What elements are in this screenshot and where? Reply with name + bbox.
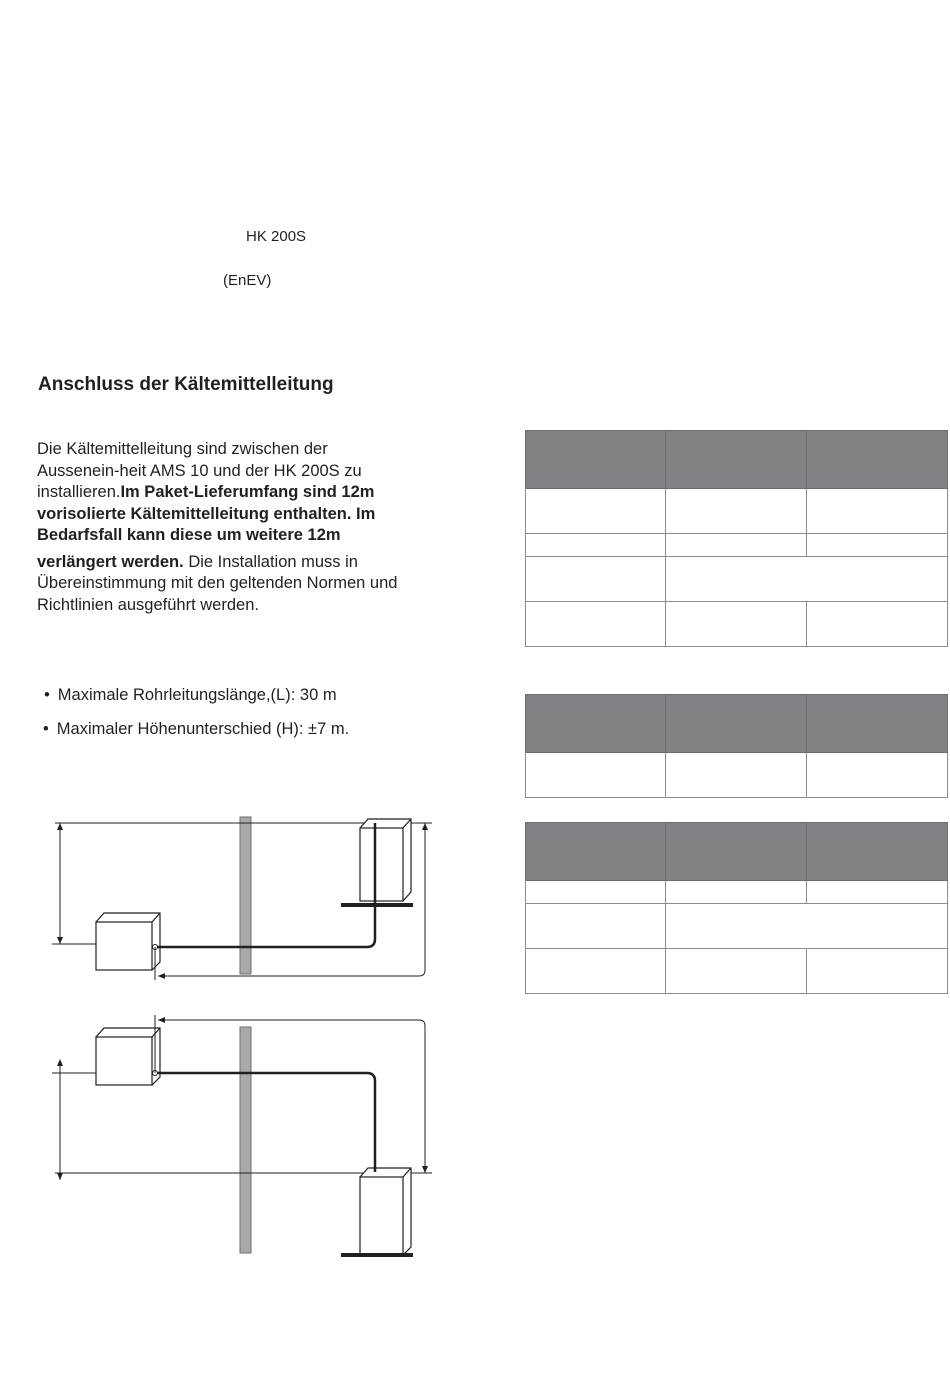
table-cell (526, 881, 666, 904)
section-title: Anschluss der Kältemittelleitung (38, 374, 334, 395)
indoor-unit-front (96, 1037, 152, 1085)
table-cell (666, 602, 807, 647)
header-cell (526, 823, 666, 881)
arrow-down-icon (57, 1173, 63, 1180)
intro-line: installieren.Im Paket-Lieferumfang sind 12m (37, 483, 375, 501)
table-cell (666, 949, 807, 994)
table-cell (666, 753, 807, 798)
refrigerant-pipe (155, 1073, 375, 1172)
table-cell (526, 602, 666, 647)
bullet-max-length: • Maximale Rohrleitungslänge,(L): 30 m (44, 686, 337, 704)
refrigerant-pipe (155, 823, 375, 947)
table-cell (807, 881, 948, 904)
indoor-unit-front (96, 922, 152, 970)
table-cell (526, 489, 666, 534)
table-cell (666, 534, 807, 557)
intro-line: Übereinstimmung mit den geltenden Normen und (37, 574, 398, 592)
table-cell (666, 489, 807, 534)
arrow-down-icon (422, 1166, 428, 1173)
table-cell (807, 489, 948, 534)
header-cell (807, 823, 948, 881)
intro-paragraph (37, 439, 457, 616)
table-cell (666, 881, 807, 904)
wall (240, 817, 251, 974)
table-cell (526, 904, 666, 949)
intro-line: Aussenein-heit AMS 10 und der HK 200S zu (37, 461, 362, 480)
model-label: HK 200S (246, 228, 307, 245)
header-cell (526, 431, 666, 489)
table-cell (526, 753, 666, 798)
header-cell (666, 695, 807, 753)
arrow-left-icon (158, 1017, 165, 1023)
table-cell (526, 534, 666, 557)
intro-line: Richtlinien ausgeführt werden. (37, 595, 259, 614)
installation-diagram-upper (0, 800, 460, 1000)
intro-line: vorisolierte Kältemittelleitung enthalten. Im (37, 504, 376, 523)
enev-label: (EnEV) (223, 272, 272, 289)
header-cell (526, 695, 666, 753)
arrow-up-icon (57, 823, 63, 830)
wall (240, 1027, 251, 1253)
intro-line: verlängert werden. Die Installation muss in (37, 552, 358, 571)
table-cell (526, 557, 666, 602)
header-cell (666, 431, 807, 489)
length-dimension-line (158, 1020, 425, 1173)
arrow-left-icon (158, 973, 165, 979)
intro-line: Die Kältemittelleitung sind zwischen der (37, 440, 328, 458)
intro-line: Bedarfsfall kann diese um weitere 12m (37, 526, 341, 544)
outdoor-unit-front (360, 1177, 403, 1255)
table-cell (807, 534, 948, 557)
table-cell (526, 949, 666, 994)
table-cell (666, 557, 948, 602)
spec-table-2 (525, 694, 948, 798)
spec-table-1 (525, 430, 948, 647)
table-cell (807, 949, 948, 994)
bullet-max-height: • Maximaler Höhenunterschied (H): ±7 m. (43, 720, 350, 738)
spec-table-3 (525, 822, 948, 994)
header-cell (807, 431, 948, 489)
table-cell (807, 602, 948, 647)
header-cell (807, 695, 948, 753)
outdoor-unit-front (360, 828, 403, 901)
arrow-down-icon (57, 937, 63, 944)
table-cell (666, 904, 948, 949)
installation-diagram-lower (0, 1010, 460, 1260)
arrow-up-icon (422, 823, 428, 830)
arrow-up-icon (57, 1059, 63, 1066)
table-cell (807, 753, 948, 798)
header-cell (666, 823, 807, 881)
